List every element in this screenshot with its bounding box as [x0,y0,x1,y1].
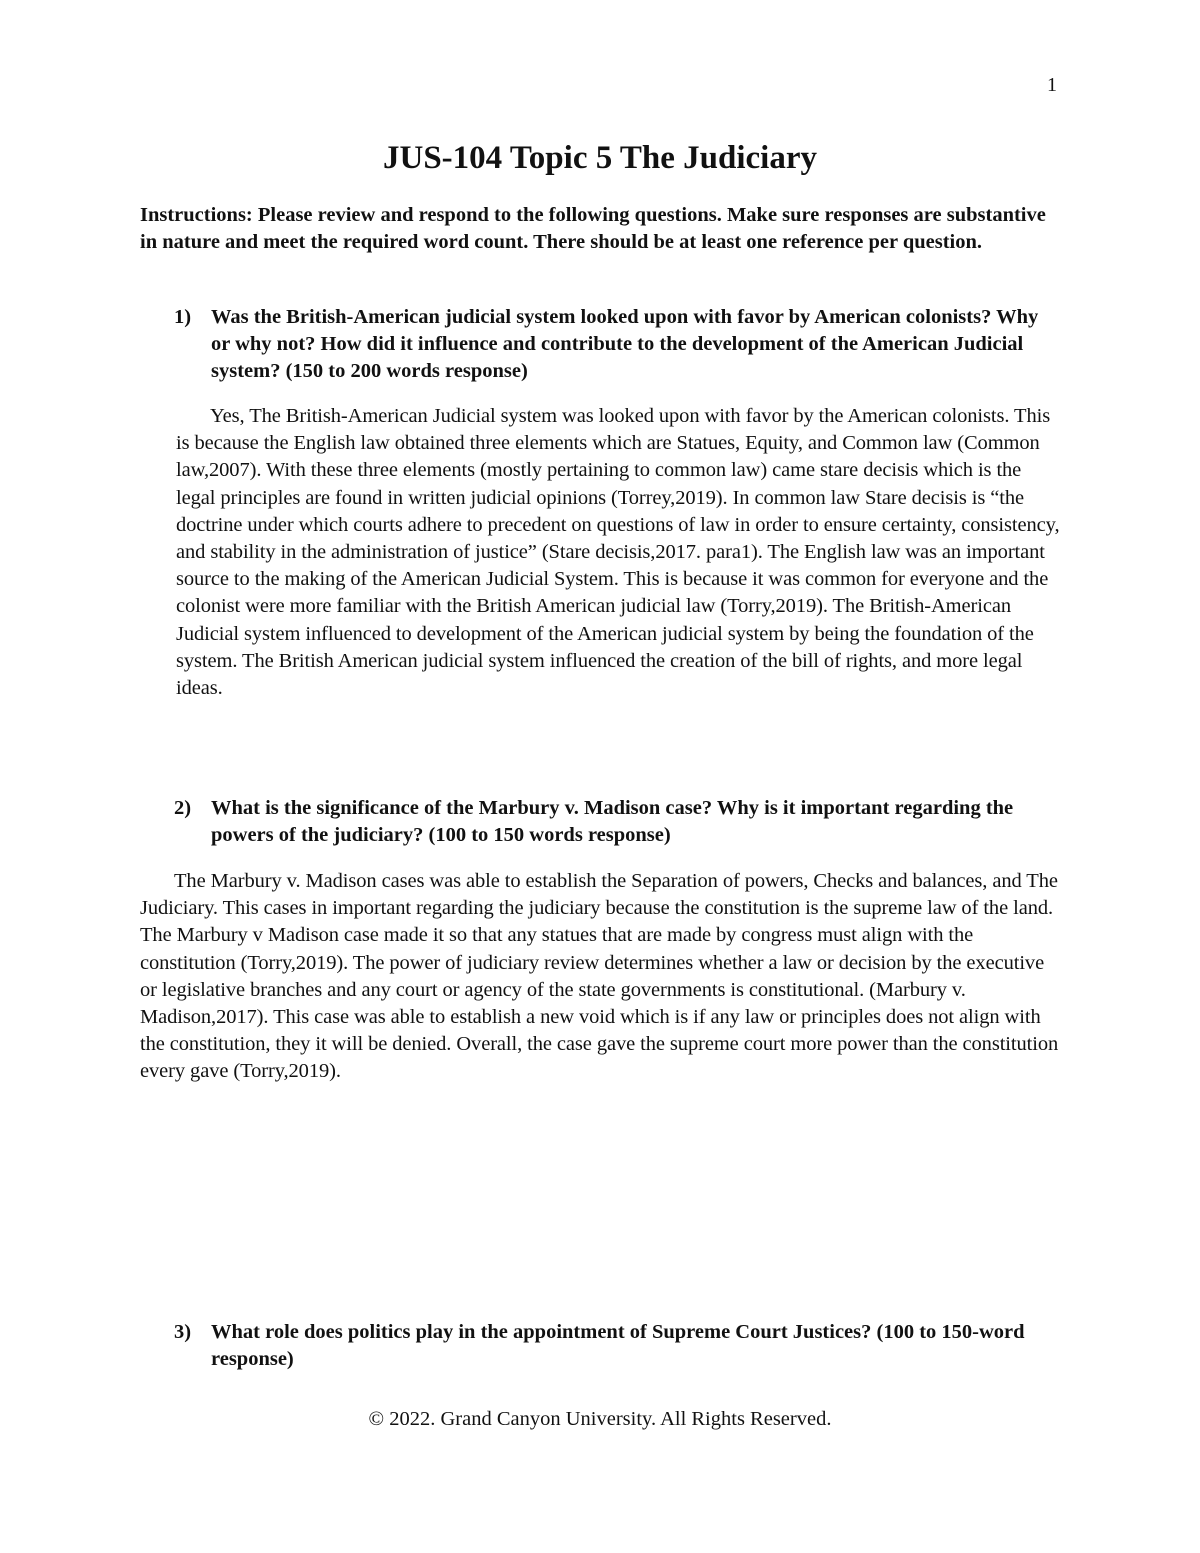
question-number: 3) [174,1321,192,1343]
question-1 [174,304,1060,385]
answer-2: The Marbury v. Madison cases was able to establish the Separation of powers, Checks and balances, and The Judiciary. This cases in important regarding the judiciary because the constitution is the supreme law of the land. The Marbury v Madison case made it so that any statues that are made by congress must align with the constitution (Torry,2019). The power of judiciary review determines whether a law or decision by the executive or legislative branches and any court or agency of the state governments is constitutional. (Marbury v. Madison,2017). This case was able to establish a new void which is if any law or principles does not align with the constitution, they it will be denied. Overall, the case gave the supreme court more power than the constitution every gave (Torry,2019). [140,870,1059,1083]
question-number: 1) [174,306,192,328]
document-title: JUS-104 Topic 5 The Judiciary [383,140,817,176]
answer-1: Yes, The British-American Judicial system was looked upon with favor by the American colonists. This is because the English law obtained three elements which are Statues, Equity, and Common law (Common law,2007). With these three elements (mostly pertaining to common law) came stare decisis which is the legal principles are found in written judicial opinions (Torrey,2019). In common law Stare decisis is “the doctrine under which courts adhere to precedent on questions of law in order to ensure certainty, consistency, and stability in the administration of justice” (Stare decisis,2017. para1). The English law was an important source to the making of the American Judicial System. This is because it was common for everyone and the colonist were more familiar with the British American judicial law (Torry,2019). The British-American Judicial system influenced to development of the American judicial system by being the foundation of the system. The British American judicial system influenced the creation of the bill of rights, and more legal ideas. [176,405,1060,700]
instructions: Instructions: Please review and respond to the following questions. Make sure responses are substantive in nature and meet the required word count. There should be at least one reference per question. [140,204,1046,253]
copyright-footer: © 2022. Grand Canyon University. All Rights Reserved. [368,1408,832,1430]
question-text: What role does politics play in the appointment of Supreme Court Justices? (100 to 150-word response) [211,1321,1025,1370]
question-number: 2) [174,797,192,819]
question-3 [174,1319,1060,1373]
question-text: Was the British-American judicial system looked upon with favor by American colonists? Why or why not? How did it influence and contribute to the development of the American Judicial system? (150 to 200 words response) [211,306,1039,382]
page-number: 1 [1047,74,1057,96]
question-text: What is the significance of the Marbury v. Madison case? Why is it important regarding the powers of the judiciary? (100 to 150 words response) [211,797,1014,846]
question-2 [174,795,1060,849]
